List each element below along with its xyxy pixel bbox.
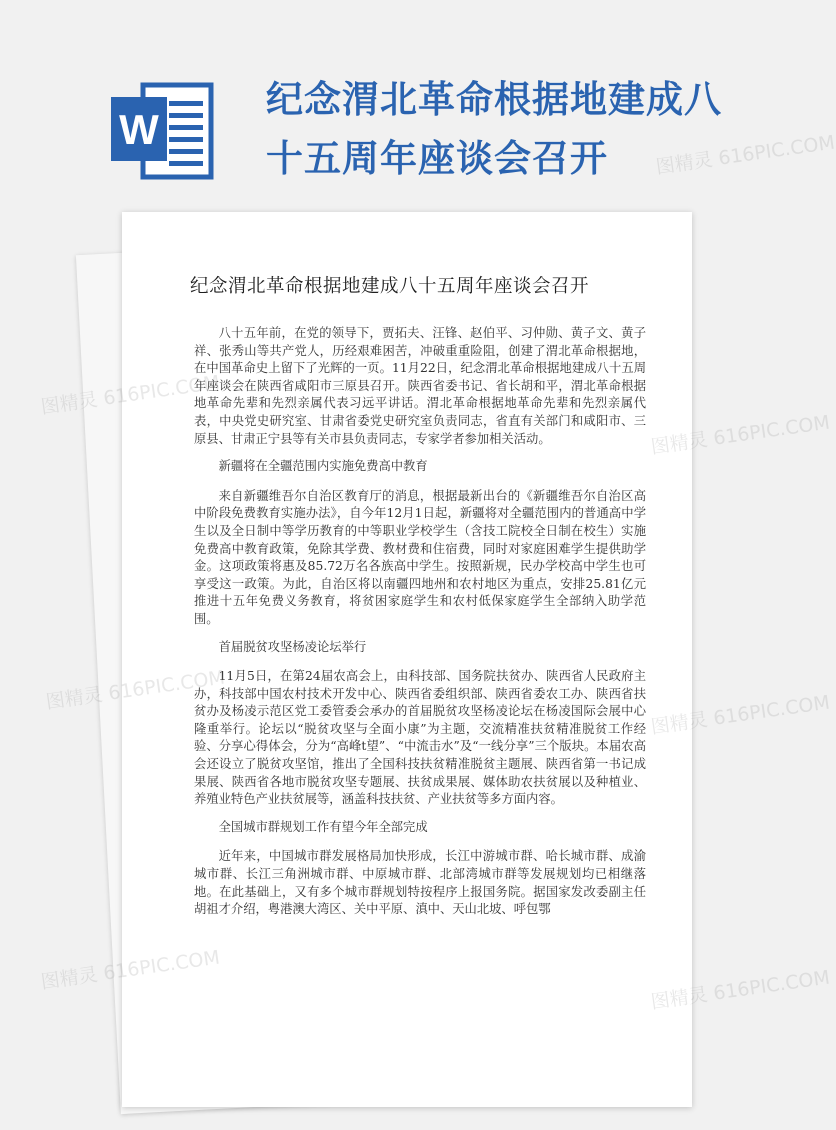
watermark: 图精灵 616PIC.COM	[654, 131, 836, 179]
paragraph: 来自新疆维吾尔自治区教育厅的消息，根据最新出台的《新疆维吾尔自治区高中阶段免费教育实施办法》，自今年12月1日起，新疆将对全疆范围内的普通高中学生以及全日制中等学历教育的中等职业学校学生（含技工院校全日制在校生）实施免费高中教育政策，免除其学费、教材费和住宿费，同时对家庭困难学生提供助学金。这项政策将惠及85.72万名各族高中学生。按照新规，民办学校高中学生也可享受这一政策。为此，自治区将以南疆四地州和农村地区为重点，安排25.81亿元推进十五年免费义务教育，将贫困家庭学生和农村低保家庭学生全部纳入助学范围。	[194, 488, 646, 626]
header	[0, 0, 800, 200]
section-heading: 新疆将在全疆范围内实施免费高中教育	[218, 459, 428, 474]
paragraph: 11月5日，在第24届农高会上，由科技部、国务院扶贫办、陕西省人民政府主办，科技部中国农村技术开发中心、陕西省委组织部、陕西省委农工办、陕西省扶贫办及杨凌示范区党工委管委会承办的首届脱贫攻坚杨凌论坛在杨凌国际会展中心隆重举行。论坛以“脱贫攻坚与全面小康”为主题，交流精准扶贫精准脱贫工作经验、分享心得体会，分为“高峰t望”、“中流击水”及“一线分享”三个版块。本届农高会还设立了脱贫攻坚馆，推出了全国科技扶贫精准脱贫主题展、陕西省第一书记成果展、陕西省各地市脱贫攻坚专题展、扶贫成果展、媒体助农扶贫展以及种植业、养殖业特色产业扶贫展等，涵盖科技扶贫、产业扶贫等多方面内容。	[194, 669, 646, 807]
word-document-icon	[107, 75, 217, 183]
section-heading: 全国城市群规划工作有望今年全部完成	[218, 819, 428, 834]
watermark: 图精灵 616PIC.COM	[44, 666, 227, 714]
section-heading: 首届脱贫攻坚杨凌论坛举行	[218, 639, 367, 654]
paragraph: 八十五年前，在党的领导下，贾拓夫、汪锋、赵伯平、习仲勋、黄子文、黄子祥、张秀山等共产党人，历经艰难困苦，冲破重重险阻，创建了渭北革命根据地，在中国革命史上留下了光辉的一页。11月22日，纪念渭北革命根据地建成八十五周年座谈会在陕西省咸阳市三原县召开。陕西省委书记、省长胡和平，渭北革命根据地革命先辈和先烈亲属代表习远平讲话。渭北革命根据地革命先辈和先烈亲属代表，中央党史研究室、甘肃省委党史研究室负责同志，省直有关部门和咸阳市、三原县、甘肃正宁县等有关市县负责同志，专家学者参加相关活动。	[194, 326, 646, 446]
word-icon-letter: W	[119, 106, 159, 153]
header-title: 纪念渭北革命根据地建成八十五周年座谈会召开	[266, 78, 722, 180]
watermark: 图精灵 616PIC.COM	[649, 691, 832, 739]
watermark: 图精灵 616PIC.COM	[39, 946, 222, 994]
watermark: 图精灵 616PIC.COM	[39, 371, 222, 419]
document-title: 纪念渭北革命根据地建成八十五周年座谈会召开	[190, 276, 590, 297]
document-page	[122, 212, 692, 1107]
paragraph: 近年来，中国城市群发展格局加快形成，长江中游城市群、哈长城市群、成渝城市群、长江三角洲城市群、中原城市群、北部湾城市群等发展规划均已相继落地。在此基础上，又有多个城市群规划特按程序上报国务院。据国家发改委副主任胡祖才介绍，粤港澳大湾区、关中平原、滇中、天山北坡、呼包鄂	[194, 849, 646, 917]
watermark: 图精灵 616PIC.COM	[649, 411, 832, 459]
watermark: 图精灵 616PIC.COM	[649, 966, 832, 1014]
document-body	[194, 325, 646, 919]
